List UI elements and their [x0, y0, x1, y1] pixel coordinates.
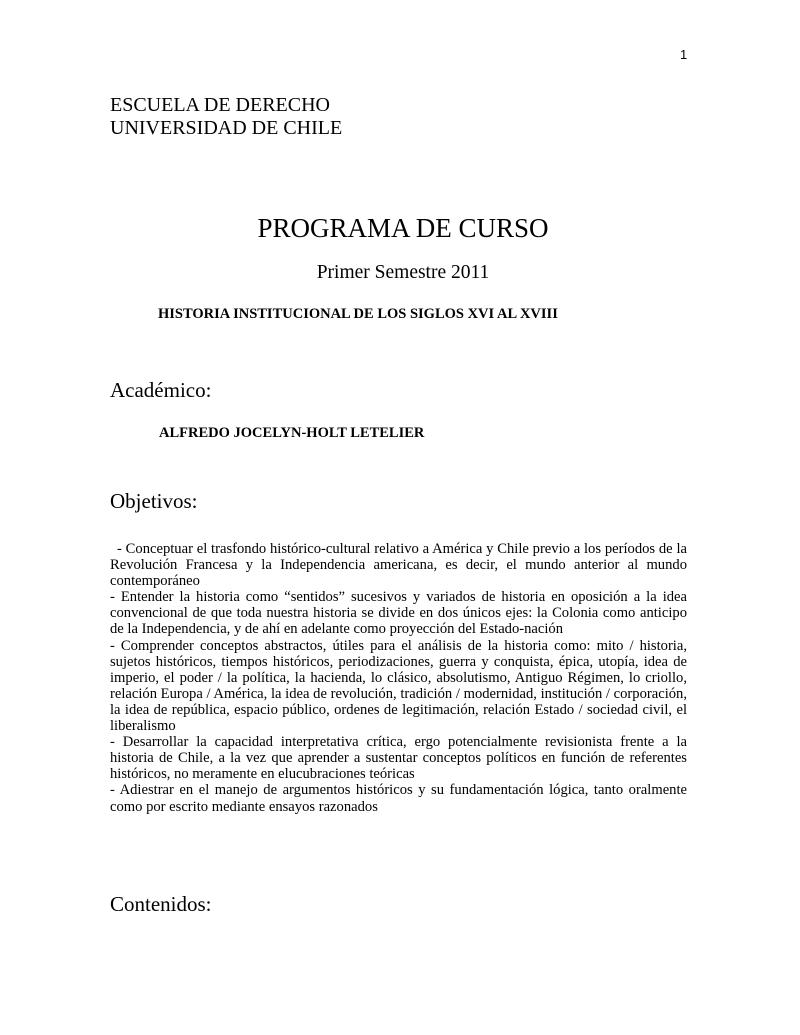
academico-heading: Académico: [110, 378, 212, 402]
objective-item: - Conceptuar el trasfondo histórico-cultural relativo a América y Chile previo a los períodos de la Revolución Francesa y la Independencia americana, es decir, el mundo anterior al mundo contemporáneo [110, 541, 687, 590]
document-title: PROGRAMA DE CURSO [257, 213, 549, 243]
objective-item: - Adiestrar en el manejo de argumentos históricos y su fundamentación lógica, tanto oralmente como por escrito mediante ensayos razonados [110, 782, 687, 815]
university-name: UNIVERSIDAD DE CHILE [110, 117, 343, 139]
objective-item: - Comprender conceptos abstractos, útiles para el análisis de la historia como: mito / historia, sujetos históricos, tiempos históricos, periodizaciones, guerra y conquista, épica, utopía, idea de imperio, el poder / la política, la hacienda, lo clásico, absolutismo, Antiguo Régimen, lo criollo, relación Europa / América, la idea de revolución, tradición / modernidad, institución / corporación, la idea de república, espacio público, ordenes de legitimación, relación Estado / sociedad civil, el liberalismo [110, 637, 687, 735]
objective-item: - Entender la historia como “sentidos” sucesivos y variados de historia en oposición a la idea convencional de que toda nuestra historia se divide en dos únicos ejes: la Colonia como anticipo de la Independencia, y de ahí en adelante como proyección del Estado-nación [110, 589, 687, 638]
objetivos-heading: Objetivos: [110, 489, 198, 513]
professor-name: ALFREDO JOCELYN-HOLT LETELIER [159, 425, 425, 441]
page-number: 1 [680, 47, 688, 62]
institution-header [110, 94, 342, 140]
semester: Primer Semestre 2011 [316, 262, 490, 283]
objective-item: - Desarrollar la capacidad interpretativa crítica, ergo potencialmente revisionista frente a la historia de Chile, a la vez que aprender a sustentar conceptos políticos en función de referentes históricos, no meramente en elucubraciones teóricas [110, 734, 687, 783]
course-name: HISTORIA INSTITUCIONAL DE LOS SIGLOS XVI AL XVIII [158, 306, 558, 322]
school-name: ESCUELA DE DERECHO [110, 94, 330, 116]
objectives-list [110, 541, 687, 815]
contenidos-heading: Contenidos: [110, 892, 212, 916]
